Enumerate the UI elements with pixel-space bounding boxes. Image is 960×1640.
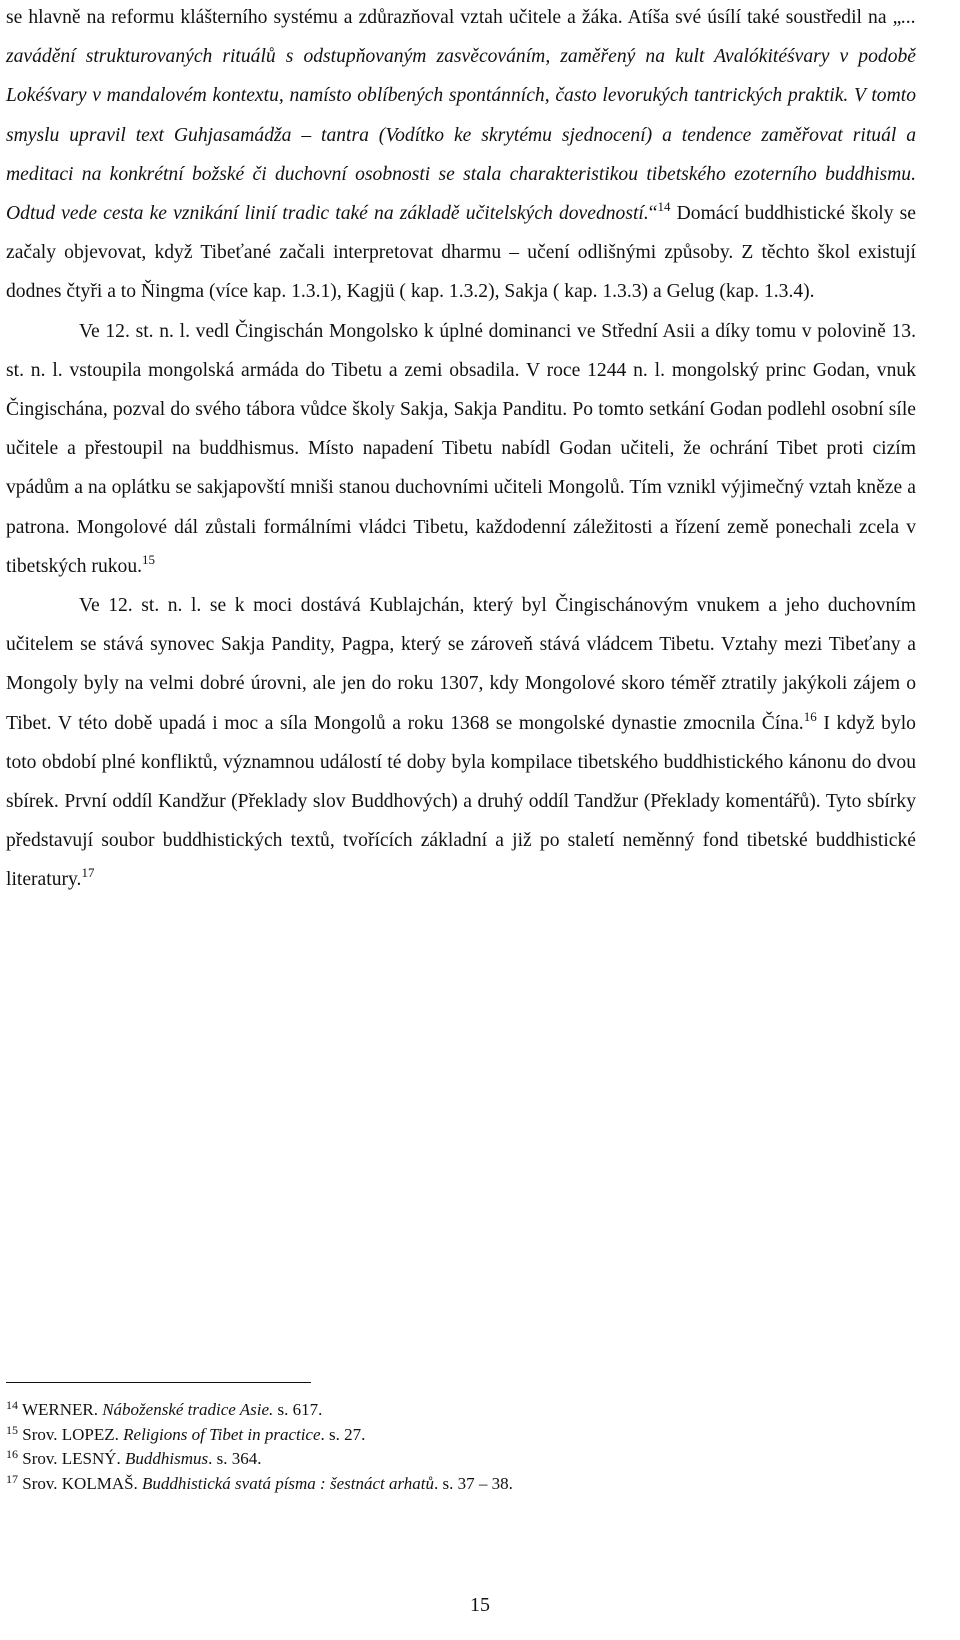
- text-run: Domácí buddhistické školy se začaly objevovat, když Tibeťané začali interpretovat dharmu – učení odlišnými způsoby. Z těchto škol existují dodnes čtyři a to Ňingma (více kap. 1.3.1), Kagjü ( kap. 1.3.2), Sakja ( kap. 1.3.3) a Gelug (kap. 1.3.4).: [6, 203, 917, 303]
- footnote: [6, 1472, 916, 1497]
- text-run: . s. 364.: [208, 1449, 262, 1468]
- italic-text: Buddhismus: [125, 1449, 209, 1468]
- text-run: . s. 27.: [320, 1424, 366, 1444]
- text-run: I když bylo toto období plné konfliktů, významnou událostí té doby byla kompilace tibetského buddhistického kánonu do dvou sbírek. První oddíl Kandžur (Překlady slov Buddhových) a druhý oddíl Tandžur (Překlady komentářů). Tyto sbírky představují soubor buddhistických textů, tvořících základní a již po staletí neměnný fond tibetské buddhistické literatury.: [6, 712, 916, 891]
- text-run: “: [648, 203, 658, 225]
- paragraph: [6, 586, 916, 900]
- text-run: WERNER.: [18, 1400, 103, 1419]
- text-run: Srov. KOLMAŠ.: [18, 1473, 143, 1493]
- footnote-number: 16: [6, 1447, 18, 1461]
- footnote-number: 17: [6, 1471, 18, 1486]
- footnote: [6, 1423, 916, 1448]
- footnote-number: 15: [6, 1422, 18, 1437]
- italic-text: Buddhistická svatá písma : šestnáct arhatů: [142, 1473, 435, 1493]
- paragraph: [6, 312, 916, 586]
- text-run: Srov. LESNÝ.: [18, 1449, 126, 1468]
- footnote-reference: 16: [803, 708, 817, 724]
- footnote-reference: 15: [142, 551, 156, 567]
- text-run: s. 617.: [273, 1400, 323, 1419]
- footnote: [6, 1398, 916, 1423]
- italic-text: Náboženské tradice Asie.: [102, 1400, 274, 1419]
- text-run: se hlavně na reformu klášterního systému a zdůrazňoval vztah učitele a žáka. Atíša své úsílí také soustředil na „: [6, 7, 902, 28]
- page-number: 15: [470, 1594, 490, 1616]
- footnote-reference: 14: [657, 199, 671, 215]
- text-run: . s. 37 – 38.: [434, 1473, 513, 1493]
- text-run: Ve 12. st. n. l. se k moci dostává Kublajchán, který byl Čingischánovým vnukem a jeho duchovním učitelem se stává synovec Sakja Pandity, Pagpa, který se zároveň stává vládcem Tibetu. Vztahy mezi Tibeťany a Mongoly byly na velmi dobré úrovni, ale jen do roku 1307, kdy Mongolové skoro téměř ztratily jakýkoli zájem o Tibet. V této době upadá i moc a síla Mongolů a roku 1368 se mongolské dynastie zmocnila Čína.: [6, 595, 916, 734]
- italic-text: ... zavádění strukturovaných rituálů s odstupňovaným zasvěcováním, zaměřený na kult Avalókitéśvary v podobě Lokéśvary v mandalovém kontextu, namísto oblíbených spontánních, často levorukých tantrických praktik. V tomto smyslu upravil text Guhjasamádža – tantra (Vodítko ke skrytému sjednocení) a tendence zaměřovat rituál a meditaci na konkrétní božské či duchovní osobnosti se stala charakteristikou tibetského ezoterního buddhismu. Odtud vede cesta ke vznikání linií tradic také na základě učitelských dovedností.: [6, 7, 916, 225]
- footnote: [6, 1447, 916, 1472]
- footnote-reference: 17: [81, 865, 95, 881]
- text-run: Srov. LOPEZ.: [18, 1424, 124, 1444]
- body-text: [6, 0, 916, 900]
- italic-text: Religions of Tibet in practice: [123, 1424, 321, 1444]
- footnotes: [6, 1398, 916, 1496]
- footnote-separator: [6, 1382, 311, 1383]
- paragraph: [6, 0, 916, 312]
- text-run: Ve 12. st. n. l. vedl Čingischán Mongolsko k úplné dominanci ve Střední Asii a díky tomu v polovině 13. st. n. l. vstoupila mongolská armáda do Tibetu a zemi obsadila. V roce 1244 n. l. mongolský princ Godan, vnuk Čingischána, pozval do svého tábora vůdce školy Sakja, Sakja Panditu. Po tomto setkání Godan podlehl osobní síle učitele a přestoupil na buddhismus. Místo napadení Tibetu nabídl Godan učiteli, že ochrání Tibet proti cizím vpádům a na oplátku se sakjapovští mniši stanou duchovními učiteli Mongolů. Tím vznikl výjimečný vztah kněze a patrona. Mongolové dál zůstali formálními vládci Tibetu, každodenní záležitosti a řízení země ponechali zcela v tibetských rukou.: [6, 320, 916, 577]
- footnote-number: 14: [6, 1398, 18, 1412]
